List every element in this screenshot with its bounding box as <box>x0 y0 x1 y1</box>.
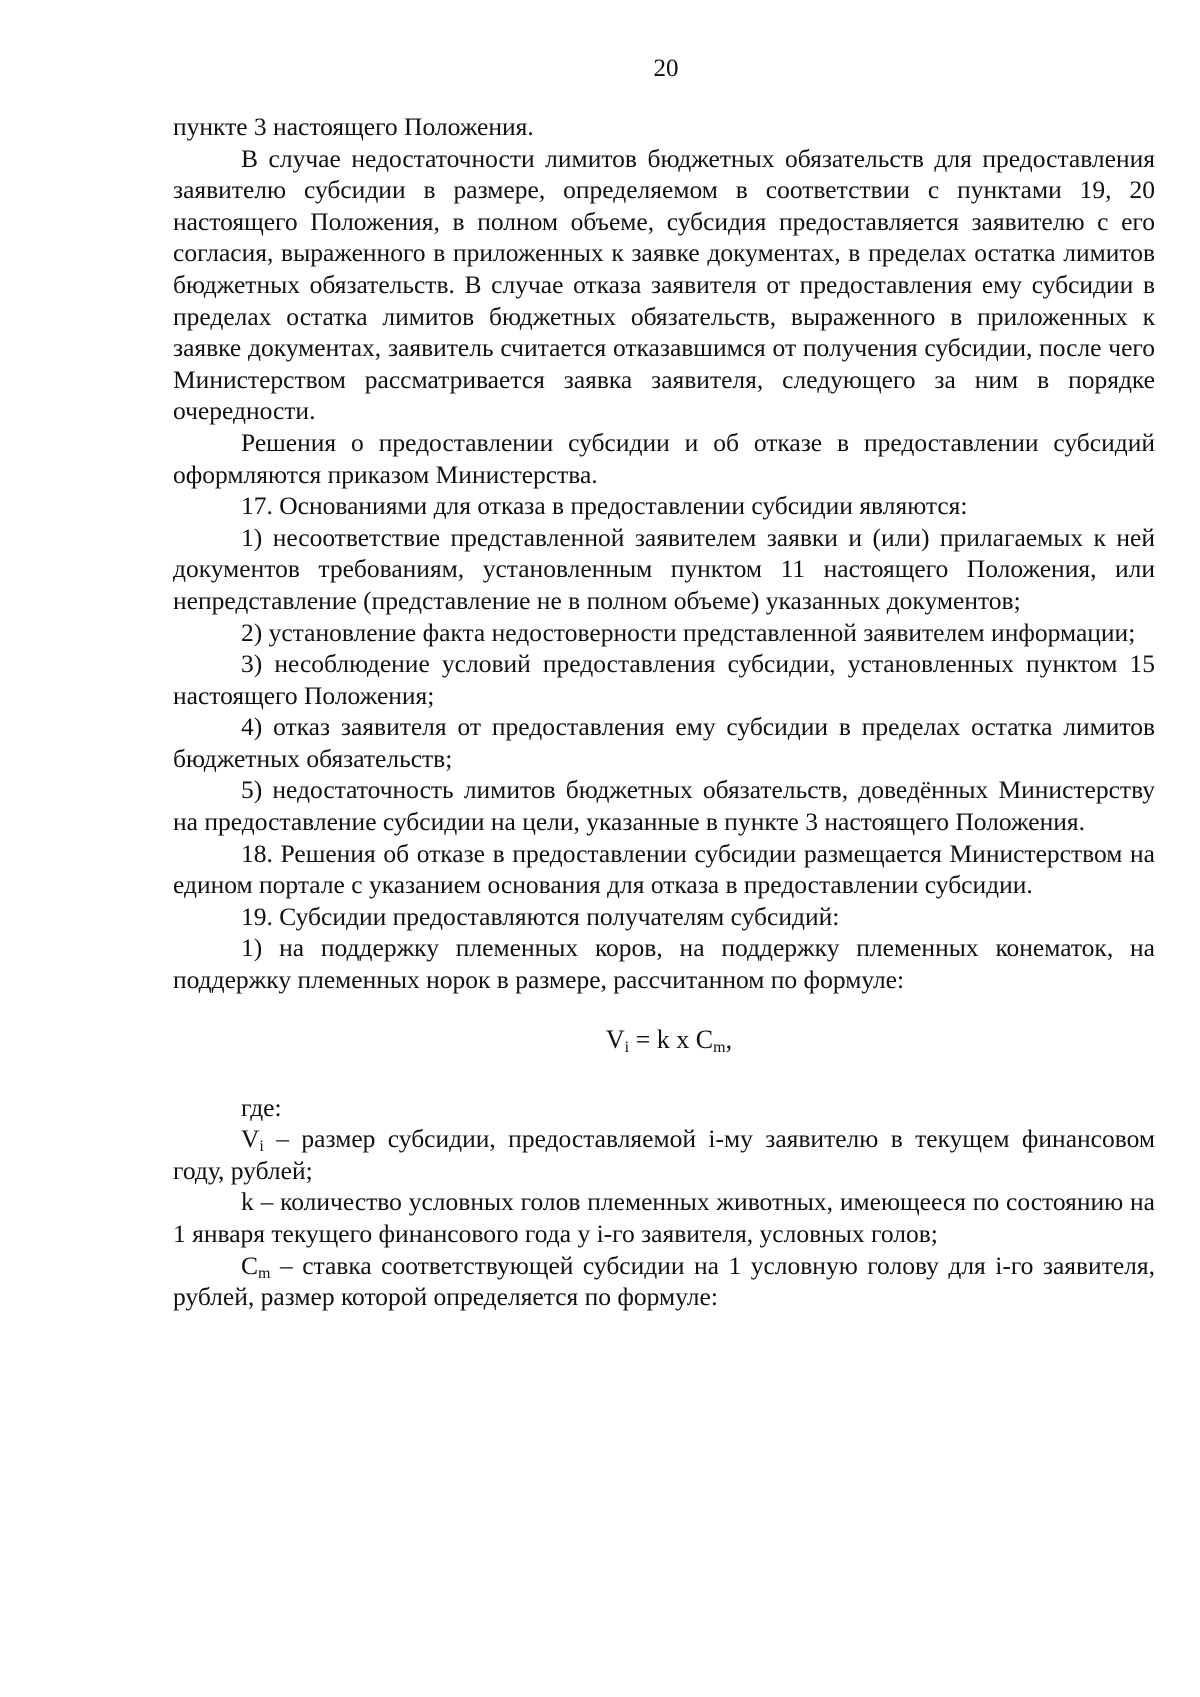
definition-vi <box>173 1123 1155 1186</box>
page-number: 20 <box>653 55 679 82</box>
definition-cm-subscript: m <box>258 1264 271 1282</box>
where-label: где: <box>241 1092 282 1122</box>
paragraph-18: 18. Решения об отказе в предоставлении субсидии размещается Министерством на едином портале с указанием основания для отказа в предоставлении субсидии. <box>173 838 1155 900</box>
list-item-17-2: 2) установление факта недостоверности представленной заявителем информации; <box>241 617 1136 647</box>
formula-v: V <box>605 1024 625 1054</box>
paragraph-continuation: пункте 3 настоящего Положения. <box>173 112 534 141</box>
list-item-17-1: 1) несоответствие представленной заявителем заявки и (или) прилагаемых к ней документов требованиям, установленным пунктом 11 настоящего Положения, или непредставление (представление не в полном объеме) указанных документов; <box>173 522 1155 615</box>
list-item-17-3: 3) несоблюдение условий предоставления субсидии, установленных пунктом 15 настоящего Положения; <box>173 649 1155 710</box>
definition-cm-text: – ставка соответствующей субсидии на 1 условную голову для i-го заявителя, рублей, размер которой определяется по формуле: <box>173 1250 1155 1312</box>
document-body <box>173 111 1155 1313</box>
list-item-17-4: 4) отказ заявителя от предоставления ему субсидии в пределах остатка лимитов бюджетных обязательств; <box>173 712 1155 773</box>
paragraph-17-heading: 17. Основаниями для отказа в предоставлении субсидии являются: <box>241 491 968 521</box>
list-item-17-5: 5) недостаточность лимитов бюджетных обязательств, доведённых Министерству на предоставление субсидии на цели, указанные в пункте 3 настоящего Положения. <box>173 775 1155 837</box>
formula-v-subscript: i <box>624 1038 630 1056</box>
formula-vi <box>173 996 1155 1092</box>
formula-end: , <box>725 1024 733 1054</box>
formula-c-subscript: m <box>713 1038 726 1056</box>
definition-k: k – количество условных голов племенных животных, имеющееся по состоянию на 1 января текущего финансового года у i-го заявителя, условных голов; <box>173 1187 1155 1248</box>
definition-vi-text: – размер субсидии, предоставляемой i-му заявителю в текущем финансовом году, рублей; <box>173 1124 1155 1185</box>
definition-cm <box>173 1250 1155 1313</box>
paragraph-budget-limits: В случае недостаточности лимитов бюджетных обязательств для предоставления заявителю субсидии в размере, определяемом в соответствии с пунктами 19, 20 настоящего Положения, в полном объеме, субсидия предоставляется заявителю с его согласия, выраженного в приложенных к заявке документах, в пределах остатка лимитов бюджетных обязательств. В случае отказа заявителя от предоставления ему субсидии в пределах остатка лимитов бюджетных обязательств, выраженного в приложенных к заявке документах, заявитель считается отказавшимся от получения субсидии, после чего Министерством рассматривается заявка заявителя, следующего за ним в порядке очередности. <box>173 143 1155 426</box>
paragraph-19-heading: 19. Субсидии предоставляются получателям субсидий: <box>241 901 840 931</box>
definition-vi-symbol: V <box>241 1124 260 1154</box>
definition-vi-subscript: i <box>259 1138 264 1156</box>
paragraph-decisions: Решения о предоставлении субсидии и об отказе в предоставлении субсидий оформляются приказом Министерства. <box>173 427 1155 489</box>
formula-middle: = k x C <box>629 1024 714 1054</box>
list-item-19-1: 1) на поддержку племенных коров, на поддержку племенных конематок, на поддержку племенных норок в размере, рассчитанном по формуле: <box>173 933 1155 995</box>
definition-cm-symbol: C <box>241 1250 259 1280</box>
